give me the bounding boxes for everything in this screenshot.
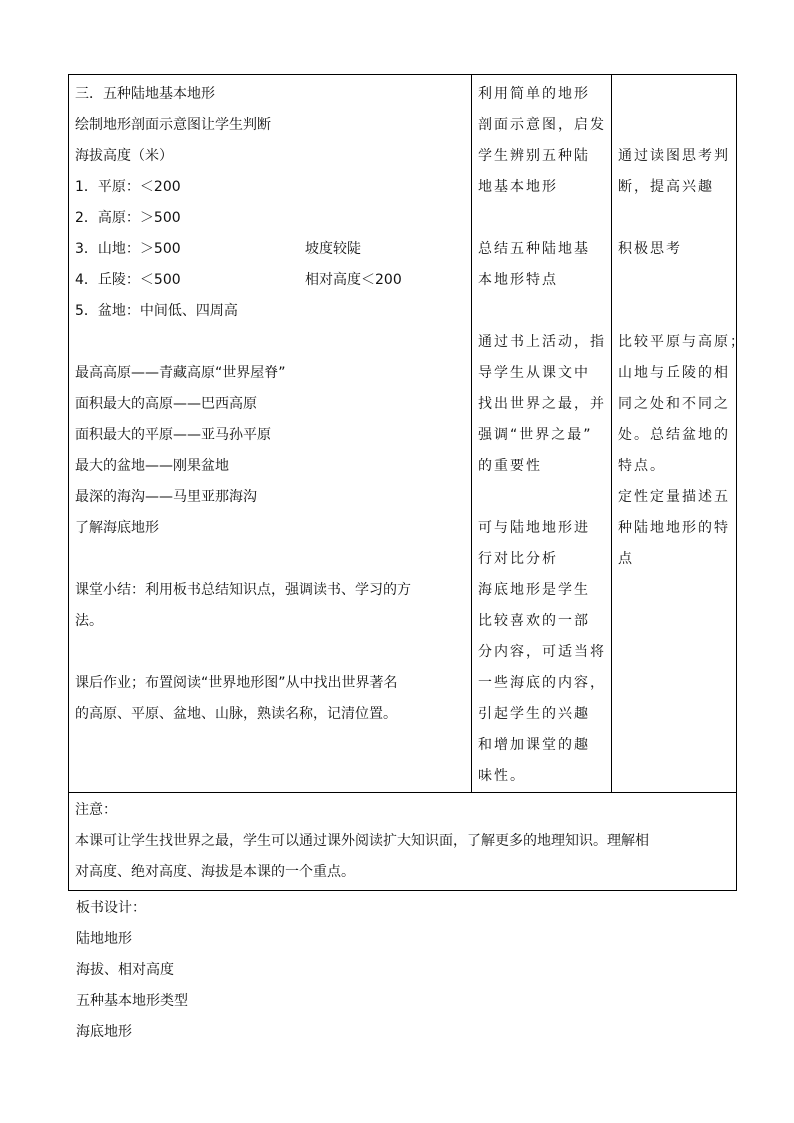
method-line: 比较喜欢的一部 (478, 613, 590, 629)
method-line: 地基本地形 (478, 179, 558, 195)
blank-line (75, 544, 465, 575)
content-line: 最深的海沟——马里亚那海沟 (75, 489, 257, 505)
activity-line: 通过读图思考判 (618, 148, 730, 164)
blank-line (618, 296, 730, 327)
method-line: 学生辨别五种陆 (478, 148, 590, 164)
blank-line (478, 296, 605, 327)
method-line: 和增加课堂的趣 (478, 737, 590, 753)
student-activity-cell (612, 75, 746, 793)
method-line: 海底地形是学生 (478, 582, 590, 598)
board-line: 海底地形 (76, 1024, 132, 1040)
content-line: 最大的盆地——刚果盆地 (75, 458, 229, 474)
board-title: 板书设计： (76, 900, 146, 916)
content-line: 最高高原——青藏高原“世界屋脊” (75, 365, 286, 381)
content-line: 面积最大的平原——亚马孙平原 (75, 427, 271, 443)
method-line: 的重要性 (478, 458, 542, 474)
note-line: 本课可让学生找世界之最，学生可以通过课外阅读扩大知识面，了解更多的地理知识。理解相 (75, 833, 649, 849)
blank-line (75, 327, 465, 358)
method-line: 可与陆地地形进 (478, 520, 590, 536)
content-line (75, 234, 465, 265)
content-line: 2．高原：＞500 (75, 210, 181, 226)
content-line: 5．盆地：中间低、四周高 (75, 303, 238, 319)
method-line: 一些海底的内容， (478, 675, 606, 691)
activity-line: 特点。 (618, 458, 666, 474)
method-line: 通过书上活动，指 (478, 334, 606, 350)
section-heading: 三．五种陆地基本地形 (75, 86, 215, 102)
landform-slope: 坡度较陡 (305, 241, 361, 257)
activity-line: 种陆地地形的特 (618, 520, 730, 536)
method-line: 本地形特点 (478, 272, 558, 288)
blank-line (618, 79, 730, 110)
activity-line: 点 (618, 551, 634, 567)
blank-line (618, 110, 730, 141)
activity-line: 比较平原与高原； (618, 334, 746, 350)
method-line: 利用简单的地形 (478, 86, 590, 102)
content-line: 面积最大的高原——巴西高原 (75, 396, 257, 412)
note-title: 注意： (75, 802, 117, 818)
content-line (75, 265, 465, 296)
method-line: 引起学生的兴趣 (478, 706, 590, 722)
blank-line (75, 637, 465, 668)
activity-line: 断，提高兴趣 (618, 179, 714, 195)
blank-line (478, 203, 605, 234)
content-line: 的高原、平原、盆地、山脉，熟读名称，记清位置。 (75, 706, 397, 722)
activity-line: 山地与丘陵的相 (618, 365, 730, 381)
activity-line: 定性定量描述五 (618, 489, 730, 505)
method-line: 剖面示意图，启发 (478, 117, 606, 133)
content-line: 法。 (75, 613, 103, 629)
board-design (76, 893, 188, 1048)
method-line: 强调“世界之最” (478, 427, 593, 443)
method-line: 分内容，可适当将 (478, 644, 606, 660)
board-line: 海拔、相对高度 (76, 962, 174, 978)
activity-line: 积极思考 (618, 241, 682, 257)
method-line: 导学生从课文中 (478, 365, 590, 381)
activity-line: 同之处和不同之 (618, 396, 730, 412)
note-line: 对高度、绝对高度、海拔是本课的一个重点。 (75, 864, 355, 880)
content-line: 1．平原：＜200 (75, 179, 181, 195)
method-line: 行对比分析 (478, 551, 558, 567)
board-line: 五种基本地形类型 (76, 993, 188, 1009)
blank-line (478, 482, 605, 513)
method-line: 找出世界之最，并 (478, 396, 606, 412)
landform-altitude: 3．山地：＞500 (75, 241, 181, 257)
lesson-plan-table (68, 74, 746, 891)
activity-line: 处。总结盆地的 (618, 427, 730, 443)
content-line: 课后作业；布置阅读“世界地形图”从中找出世界著名 (75, 675, 398, 691)
landform-altitude: 4．丘陵：＜500 (75, 272, 181, 288)
content-line: 了解海底地形 (75, 520, 159, 536)
method-line: 总结五种陆地基 (478, 241, 590, 257)
blank-line (618, 265, 730, 296)
content-line: 海拔高度（米） (75, 148, 173, 164)
table-row (69, 793, 737, 891)
landform-relative-height: 相对高度＜200 (305, 272, 402, 288)
table-row (69, 75, 737, 793)
method-line: 味性。 (478, 768, 526, 784)
teaching-method-cell (472, 75, 612, 793)
content-line: 课堂小结：利用板书总结知识点，强调读书、学习的方 (75, 582, 411, 598)
note-cell (69, 793, 737, 891)
content-line: 绘制地形剖面示意图让学生判断 (75, 117, 271, 133)
blank-line (618, 203, 730, 234)
board-line: 陆地地形 (76, 931, 132, 947)
teaching-content-cell (69, 75, 472, 793)
